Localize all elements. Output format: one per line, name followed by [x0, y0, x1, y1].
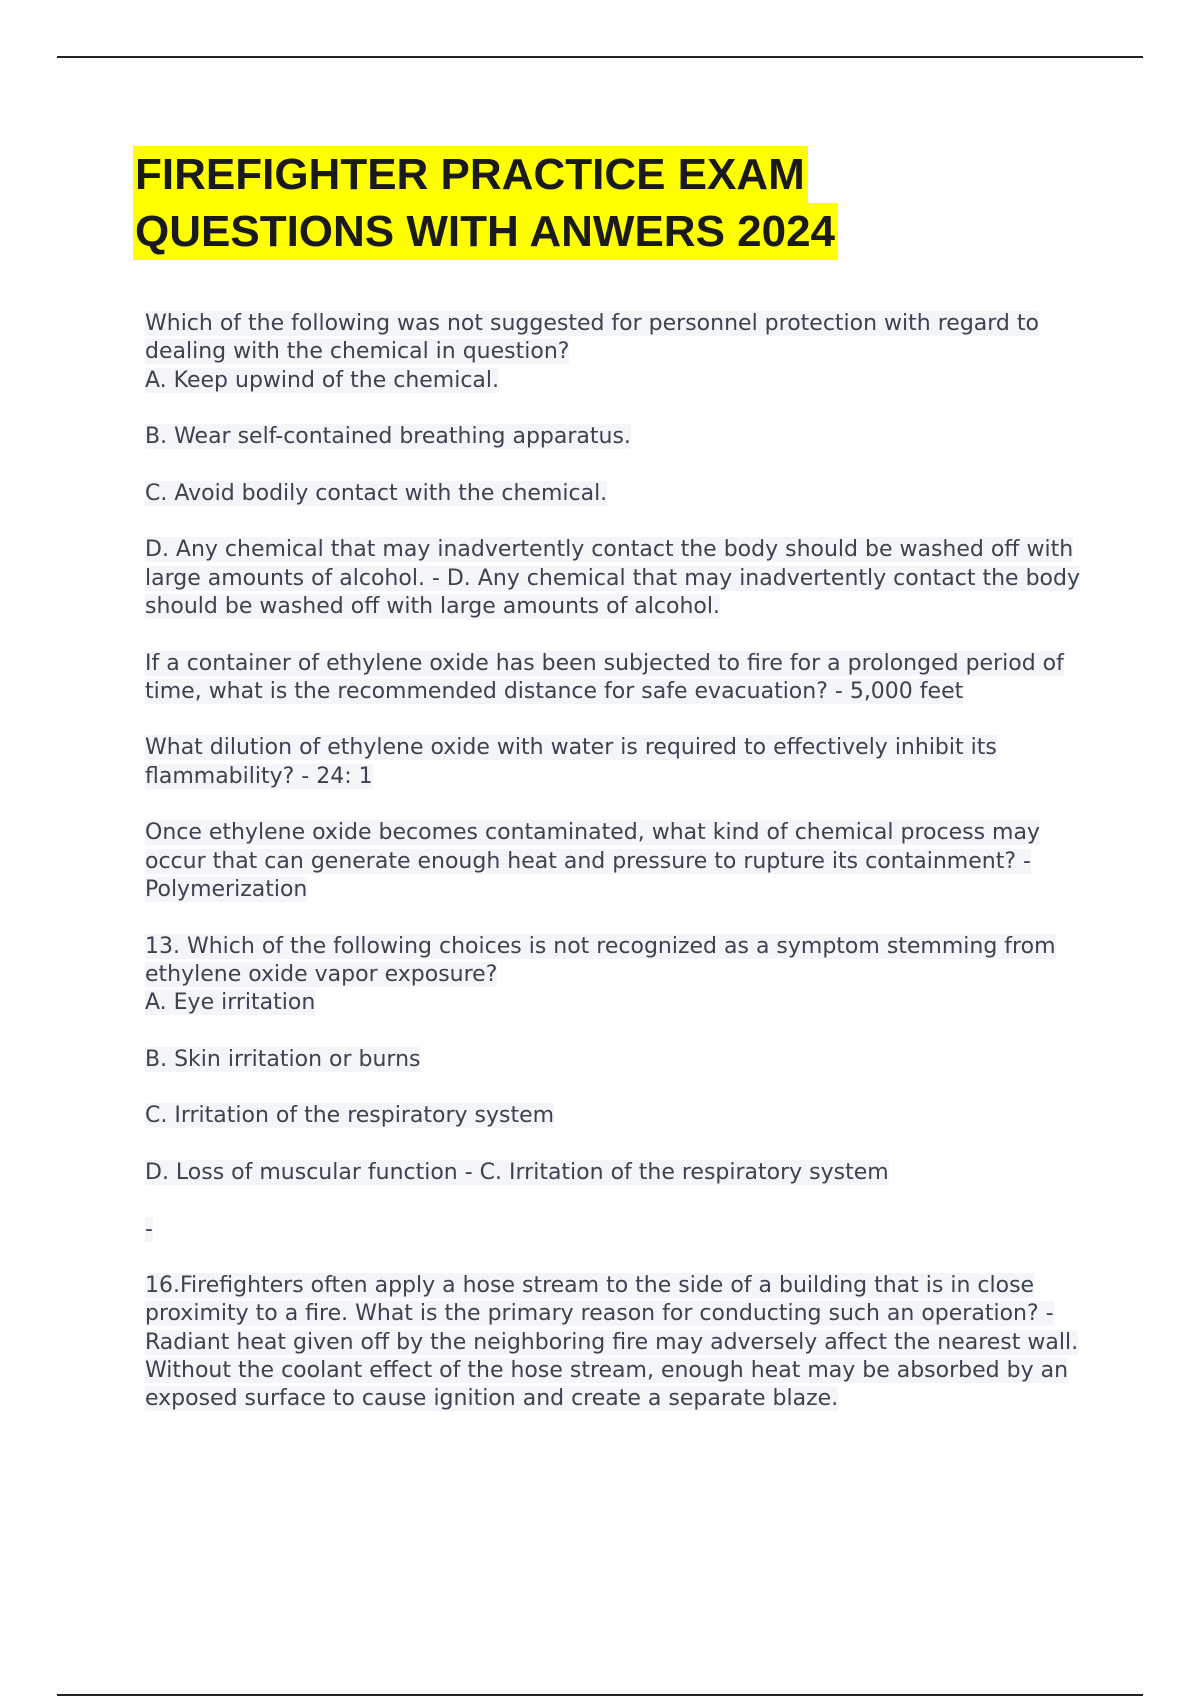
- qa-paragraph: [145, 933, 1105, 1018]
- paragraph-text: D. Loss of muscular function - C. Irritation of the respiratory system: [145, 1159, 889, 1185]
- qa-paragraph: [145, 1272, 1105, 1413]
- qa-paragraph: [145, 1159, 1105, 1187]
- qa-paragraph: [145, 1102, 1105, 1130]
- paragraph-text: If a container of ethylene oxide has been subjected to fire for a prolonged period of time, what is the recommended distance for safe evacuation? - 5,000 feet: [145, 650, 1064, 704]
- qa-paragraph: [145, 819, 1105, 904]
- document-title: [133, 146, 838, 260]
- paragraph-text: Once ethylene oxide becomes contaminated, what kind of chemical process may occur that can generate enough heat and pressure to rupture its containment? - Polymerization: [145, 820, 1040, 902]
- paragraph-text: D. Any chemical that may inadvertently contact the body should be washed off with large amounts of alcohol. - D. Any chemical that may inadvertently contact the body should be washed off with large amounts of alcohol.: [145, 537, 1080, 619]
- bottom-rule: [57, 1694, 1143, 1696]
- paragraph-text: 16.Firefighters often apply a hose stream to the side of a building that is in close proximity to a fire. What is the primary reason for conducting such an operation? - Radiant heat given off by the neighboring fire may adversely affect the nearest wall. Without the coolant effect of the hose stream, enough heat may be absorbed by an exposed surface to cause ignition and create a separate blaze.: [145, 1273, 1079, 1412]
- paragraph-text: C. Avoid bodily contact with the chemical.: [145, 480, 608, 506]
- title-line-1: FIREFIGHTER PRACTICE EXAM: [133, 146, 808, 203]
- top-rule: [57, 56, 1143, 58]
- paragraph-text: C. Irritation of the respiratory system: [145, 1103, 555, 1129]
- paragraph-text: Which of the following was not suggested for personnel protection with regard to dealing with the chemical in question? A. Keep upwind of the chemical.: [145, 311, 1039, 393]
- paragraph-text: -: [145, 1216, 153, 1242]
- qa-paragraph: [145, 310, 1105, 395]
- document-body: [145, 310, 1105, 1442]
- paragraph-text: What dilution of ethylene oxide with water is required to effectively inhibit its flammability? - 24: 1: [145, 735, 997, 789]
- paragraph-text: B. Skin irritation or burns: [145, 1046, 421, 1072]
- qa-paragraph: [145, 734, 1105, 791]
- qa-paragraph: [145, 480, 1105, 508]
- qa-paragraph: [145, 536, 1105, 621]
- qa-paragraph: [145, 1046, 1105, 1074]
- qa-paragraph: [145, 1216, 1105, 1244]
- qa-paragraph: [145, 423, 1105, 451]
- title-line-2: QUESTIONS WITH ANWERS 2024: [133, 203, 838, 260]
- paragraph-text: 13. Which of the following choices is not recognized as a symptom stemming from ethylene oxide vapor exposure? A. Eye irritation: [145, 933, 1056, 1016]
- paragraph-text: B. Wear self-contained breathing apparatus.: [145, 424, 631, 450]
- qa-paragraph: [145, 650, 1105, 707]
